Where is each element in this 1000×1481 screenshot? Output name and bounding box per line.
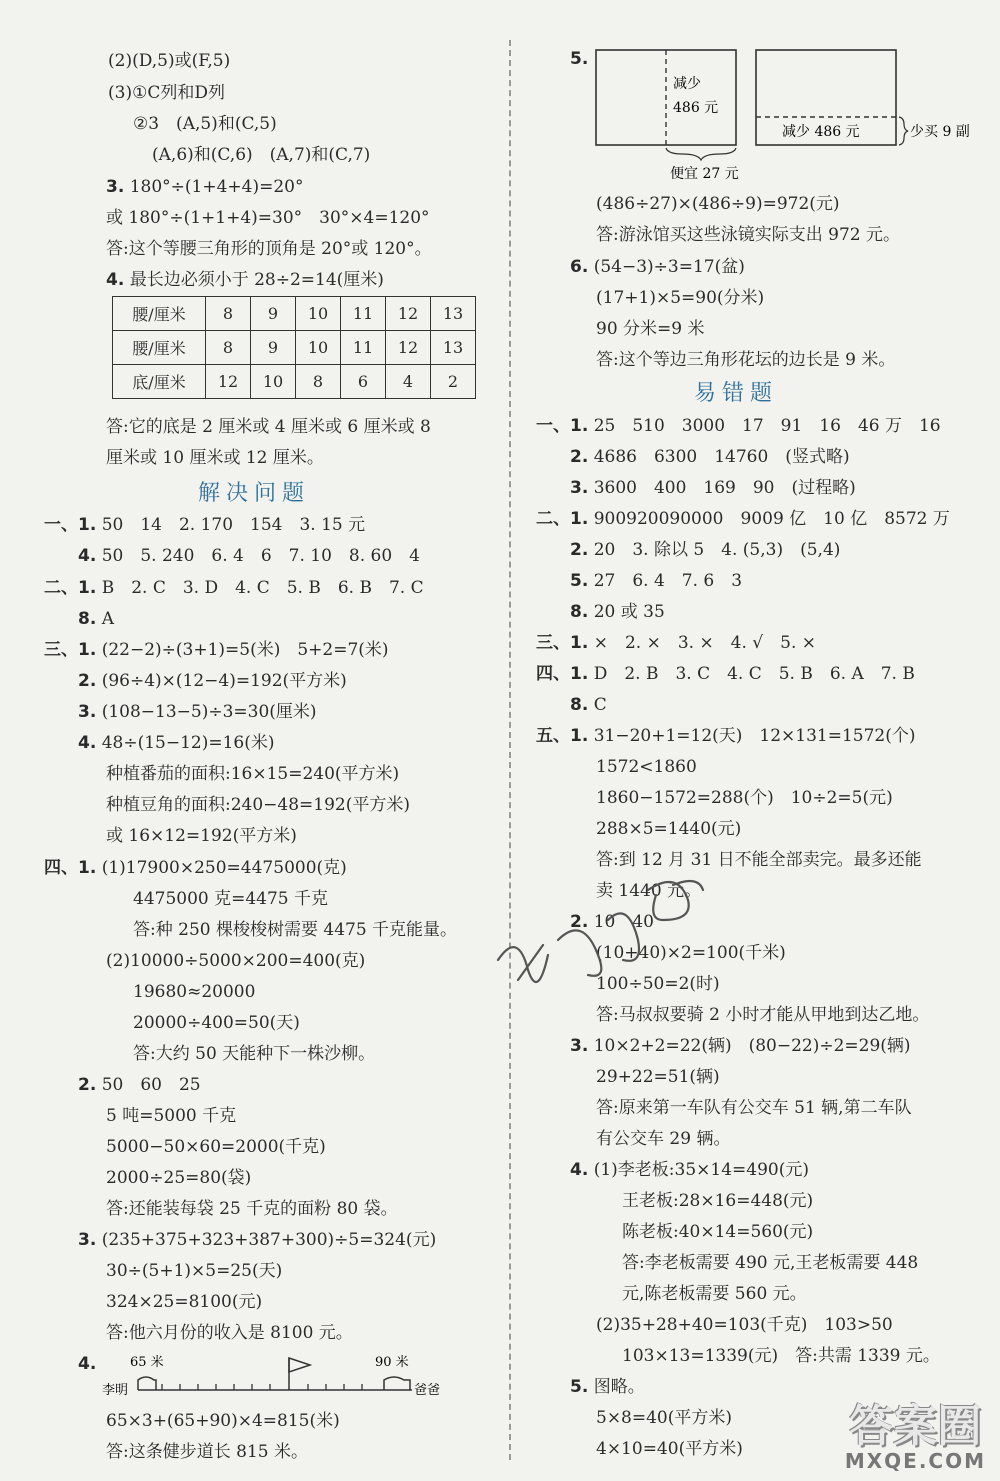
answer-line [78,545,420,569]
watermark-sub: MXQE.COM [844,1449,986,1473]
answer-text: 19680≈20000 [133,982,256,1002]
question-number: 3. [78,1230,97,1250]
answer-text: D 2. B 3. C 4. C 5. B 6. A 7. B [593,664,915,684]
answer-text: (96÷4)×(12−4)=192(平方米) [101,671,347,691]
answer-line [106,416,431,440]
answer-line [622,1221,813,1245]
rect1-brace [666,148,736,160]
answer-text: 100÷50=2(时) [596,974,720,994]
answer-text: 1572<1860 [596,757,697,777]
table-cell: 10 [296,297,341,331]
answer-line [106,1136,326,1160]
column-divider [509,40,511,1460]
rect2-label-reduce: 减少 486 元 [782,124,860,140]
answer-text: 种植豆角的面积:240−48=192(平方米) [106,795,411,815]
watermark-logo [844,1401,986,1473]
answer-line [106,763,399,787]
answer-line [106,269,384,293]
question-number: 五、1. [536,726,589,746]
question-number: 4. [78,546,97,566]
answer-text: (10+40)×2=100(千米) [596,943,786,963]
table-cell: 11 [341,331,386,365]
answer-text: 王老板:28×16=448(元) [622,1191,814,1211]
answer-line [596,1128,730,1152]
answer-text: 图略。 [593,1377,645,1397]
answer-line [106,825,297,849]
table-cell: 12 [386,297,431,331]
answer-text: (2)35+28+40=103(千克) 103>50 [596,1315,893,1335]
question-number: 3. [570,478,589,498]
q5-number: 5. [570,49,589,69]
question-number: 4. [78,733,97,753]
answer-line [152,144,370,168]
answer-line [570,1376,645,1400]
rect1-label-reduce: 减少 [673,76,701,92]
question-number: 一、1. [536,416,589,436]
answer-line [106,1105,236,1129]
answer-text: (2)(D,5)或(F,5) [108,51,231,71]
table-row [113,365,476,399]
route-person-liming: 李明 [102,1383,129,1398]
answer-line [106,238,432,262]
answer-text: 29+22=51(辆) [596,1067,720,1087]
table-cell: 6 [341,365,386,399]
answer-line [570,539,840,563]
answer-text: 卖 1440 元。 [596,881,702,901]
answer-line [78,670,347,694]
question-number: 4. [106,270,125,290]
question-number: 二、1. [536,509,589,529]
answer-text: 31−20+1=12(天) 12×131=1572(个) [593,726,916,746]
answer-text: (54−3)÷3=17(盆) [593,257,745,277]
answer-line [44,577,424,601]
answer-line [596,756,697,780]
answer-text: 4686 6300 14760 (竖式略) [593,447,850,467]
answer-line [596,349,895,373]
answer-line [536,725,916,749]
answer-line [133,1043,375,1067]
answer-text: 180°÷(1+4+4)=20° [129,177,304,197]
answer-text: (22−2)÷(3+1)=5(米) 5+2=7(米) [101,640,389,660]
table-cell: 9 [251,331,296,365]
answer-text: 25 510 3000 17 91 16 46 万 16 [593,416,941,436]
answer-line [133,888,328,912]
home-icon-liming [138,1377,156,1390]
answer-line [570,570,742,594]
answer-line [596,1407,732,1431]
answer-line [536,632,816,656]
home-icon-dad [384,1377,410,1390]
heading-solve-problems: 解决问题 [198,481,311,506]
answer-line [133,919,457,943]
answer-text: 3600 400 169 90 (过程略) [593,478,856,498]
flag-icon [289,1358,310,1372]
answer-line [44,857,347,881]
answer-text: 答:李老板需要 490 元,王老板需要 448 [622,1253,919,1273]
table-cell: 8 [206,297,251,331]
answer-line [536,415,941,439]
question-number: 8. [570,695,589,715]
answer-text: 20000÷400=50(天) [133,1013,300,1033]
answer-line [108,82,225,106]
row-header: 腰/厘米 [113,331,206,365]
question-number: 2. [570,540,589,560]
answer-line [106,1441,308,1465]
answer-text: 答:它的底是 2 厘米或 4 厘米或 6 厘米或 8 [106,417,431,437]
row-header: 腰/厘米 [113,297,206,331]
table-row [113,297,476,331]
answer-text: 50 60 25 [101,1075,201,1095]
table-cell: 8 [206,331,251,365]
answer-text: 答:这个等边三角形花坛的边长是 9 米。 [596,350,896,370]
answer-text: (2)10000÷5000×200=400(克) [106,951,366,971]
answer-line [622,1345,940,1369]
answer-line [106,207,430,231]
question-number: 二、1. [44,578,97,598]
answer-text: 有公交车 29 辆。 [596,1129,731,1149]
answer-text: 答:大约 50 天能种下一株沙柳。 [133,1044,376,1064]
answer-text: (A,6)和(C,6) (A,7)和(C,7) [152,145,371,165]
answer-text: 答:他六月份的收入是 8100 元。 [106,1323,353,1343]
answer-text: 4475000 克=4475 千克 [133,889,329,909]
question-number: 四、1. [44,858,97,878]
triangle-sides-table [112,296,476,399]
answer-text: 90 分米=9 米 [596,319,705,339]
answer-line [570,694,607,718]
answer-text: A [101,609,114,629]
question-number: 5. [570,571,589,591]
goggles-cost-figure [590,44,1000,184]
answer-text: 10×2+2=22(辆) (80−22)÷2=29(辆) [593,1036,911,1056]
answer-line [78,608,114,632]
answer-text: 陈老板:40×14=560(元) [622,1222,814,1242]
question-number: 3. [570,1036,589,1056]
table-cell: 10 [296,331,341,365]
answer-line [570,1159,809,1183]
answer-line [133,1012,300,1036]
answer-line [596,1438,743,1462]
rect2-brace [899,117,908,145]
answer-text: 答:到 12 月 31 日不能全部卖完。最多还能 [596,850,922,870]
answer-line [596,193,840,217]
answer-line [133,981,255,1005]
answer-line [106,950,365,974]
answer-text: 2000÷25=80(袋) [106,1168,252,1188]
answer-text: 种植番茄的面积:16×15=240(平方米) [106,764,400,784]
answer-text: (17+1)×5=90(分米) [596,288,765,308]
question-number: 2. [570,447,589,467]
answer-line [570,446,850,470]
answer-line [570,256,745,280]
answer-text: 5000−50×60=2000(千克) [106,1137,326,1157]
answer-line [596,818,741,842]
answer-line [108,50,230,74]
answer-line [106,794,410,818]
table-row [113,331,476,365]
answer-text: B 2. C 3. D 4. C 5. B 6. B 7. C [101,578,424,598]
answer-text: 103×13=1339(元) 答:共需 1339 元。 [622,1346,940,1366]
answer-text: (1)17900×250=4475000(克) [101,858,347,878]
question-number: 8. [78,609,97,629]
answer-line [78,1229,436,1253]
answer-text: 50 5. 240 6. 4 6 7. 10 8. 60 4 [101,546,420,566]
row-header: 底/厘米 [113,365,206,399]
answer-line [596,287,764,311]
answer-line [133,113,277,137]
question-number: 三、1. [44,640,97,660]
answer-line [106,1167,251,1191]
answer-line [596,1314,893,1338]
answer-line [596,787,893,811]
question-number: 三、1. [536,633,589,653]
answer-text: ②3 (A,5)和(C,5) [133,114,277,134]
route-ticks [162,1384,362,1390]
answer-text: (1)李老板:35×14=490(元) [593,1160,809,1180]
answer-text: 50 14 2. 170 154 3. 15 元 [101,515,366,535]
route-person-dad: 爸爸 [414,1383,441,1398]
answer-text: 20 或 35 [593,602,665,622]
answer-text: C [593,695,607,715]
question-number: 5. [570,1377,589,1397]
answer-text: 10 40 [593,912,654,932]
question-number: 2. [570,912,589,932]
watermark-main: 答案圈 [849,1401,982,1452]
answer-text: 答:马叔叔要骑 2 小时才能从甲地到达乙地。 [596,1005,930,1025]
answer-line [44,514,365,538]
table-cell: 10 [251,365,296,399]
answer-text: 48÷(15−12)=16(米) [101,733,275,753]
route-label-65m: 65 米 [130,1355,164,1370]
question-number: 4. [570,1160,589,1180]
answer-text: 900920090000 9009 亿 10 亿 8572 万 [593,509,950,529]
question-number: 4. [78,1354,97,1374]
answer-text: 元,陈老板需要 560 元。 [622,1284,807,1304]
answer-line [570,477,856,501]
answer-line [106,1260,282,1284]
answer-line [536,663,915,687]
answer-line [78,701,317,725]
answer-line [78,1074,201,1098]
answer-text: 30÷(5+1)×5=25(天) [106,1261,283,1281]
walking-route-figure [90,1350,450,1406]
answer-line [570,1035,911,1059]
answer-text: 65×3+(65+90)×4=815(米) [106,1411,340,1431]
answer-line [106,447,324,471]
table-cell: 4 [386,365,431,399]
answer-line [106,1322,353,1346]
answer-line [622,1283,807,1307]
answer-text: 答:原来第一车队有公交车 51 辆,第二车队 [596,1098,912,1118]
answer-text: 27 6. 4 7. 6 3 [593,571,743,591]
table-cell: 12 [386,331,431,365]
answer-line [596,224,900,248]
rect1-label-cheaper: 便宜 27 元 [670,166,739,182]
answer-text: 答:这个等腰三角形的顶角是 20°或 120°。 [106,239,432,259]
answer-line [536,508,950,532]
answer-text: (486÷27)×(486÷9)=972(元) [596,194,840,214]
question-number: 一、1. [44,515,97,535]
answer-text: (108−13−5)÷3=30(厘米) [101,702,317,722]
heading-error-prone: 易错题 [694,381,779,406]
handwritten-scribble [488,860,708,1010]
table-cell: 12 [206,365,251,399]
answer-line [596,318,705,342]
table-cell: 9 [251,297,296,331]
answer-text: 答:游泳馆买这些泳镜实际支出 972 元。 [596,225,900,245]
answer-line [622,1252,918,1276]
answer-text: 厘米或 10 厘米或 12 厘米。 [106,448,324,468]
answer-text: 4×10=40(平方米) [596,1439,743,1459]
table-cell: 13 [431,331,476,365]
question-number: 6. [570,257,589,277]
answer-text: 288×5=1440(元) [596,819,742,839]
answer-line [106,176,303,200]
question-number: 四、1. [536,664,589,684]
answer-line [596,1066,720,1090]
answer-line [596,1097,912,1121]
answer-text: 最长边必须小于 28÷2=14(厘米) [129,270,384,290]
question-number: 8. [570,602,589,622]
answer-text: 5×8=40(平方米) [596,1408,733,1428]
table-cell: 13 [431,297,476,331]
answer-text: 或 16×12=192(平方米) [106,826,297,846]
table-cell: 8 [296,365,341,399]
answer-line [78,732,275,756]
answer-text: 324×25=8100(元) [106,1292,263,1312]
answer-line [44,639,389,663]
answer-line [106,1410,340,1434]
answer-line [570,601,665,625]
answer-text: 20 3. 除以 5 4. (5,3) (5,4) [593,540,841,560]
question-number: 2. [78,1075,97,1095]
answer-text: 或 180°÷(1+1+4)=30° 30°×4=120° [106,208,430,228]
answer-text: × 2. × 3. × 4. √ 5. × [593,633,817,653]
answer-text: 答:还能装每袋 25 千克的面粉 80 袋。 [106,1199,398,1219]
rect1-label-amount: 486 元 [673,100,719,116]
question-number: 3. [106,177,125,197]
rect2-label-fewer: 少买 9 副 [910,124,970,140]
answer-line [106,1291,262,1315]
question-number: 3. [78,702,97,722]
answer-text: (3)①C列和D列 [108,83,225,103]
answer-line [106,1198,398,1222]
route-label-90m: 90 米 [375,1355,409,1370]
answer-text: 答:种 250 棵梭梭树需要 4475 千克能量。 [133,920,458,940]
answer-text: 答:这条健步道长 815 米。 [106,1442,308,1462]
question-number: 2. [78,671,97,691]
table-cell: 11 [341,297,386,331]
answer-text: (235+375+323+387+300)÷5=324(元) [101,1230,437,1250]
table-cell: 2 [431,365,476,399]
answer-line [622,1190,813,1214]
answer-text: 5 吨=5000 千克 [106,1106,237,1126]
answer-text: 1860−1572=288(个) 10÷2=5(元) [596,788,893,808]
